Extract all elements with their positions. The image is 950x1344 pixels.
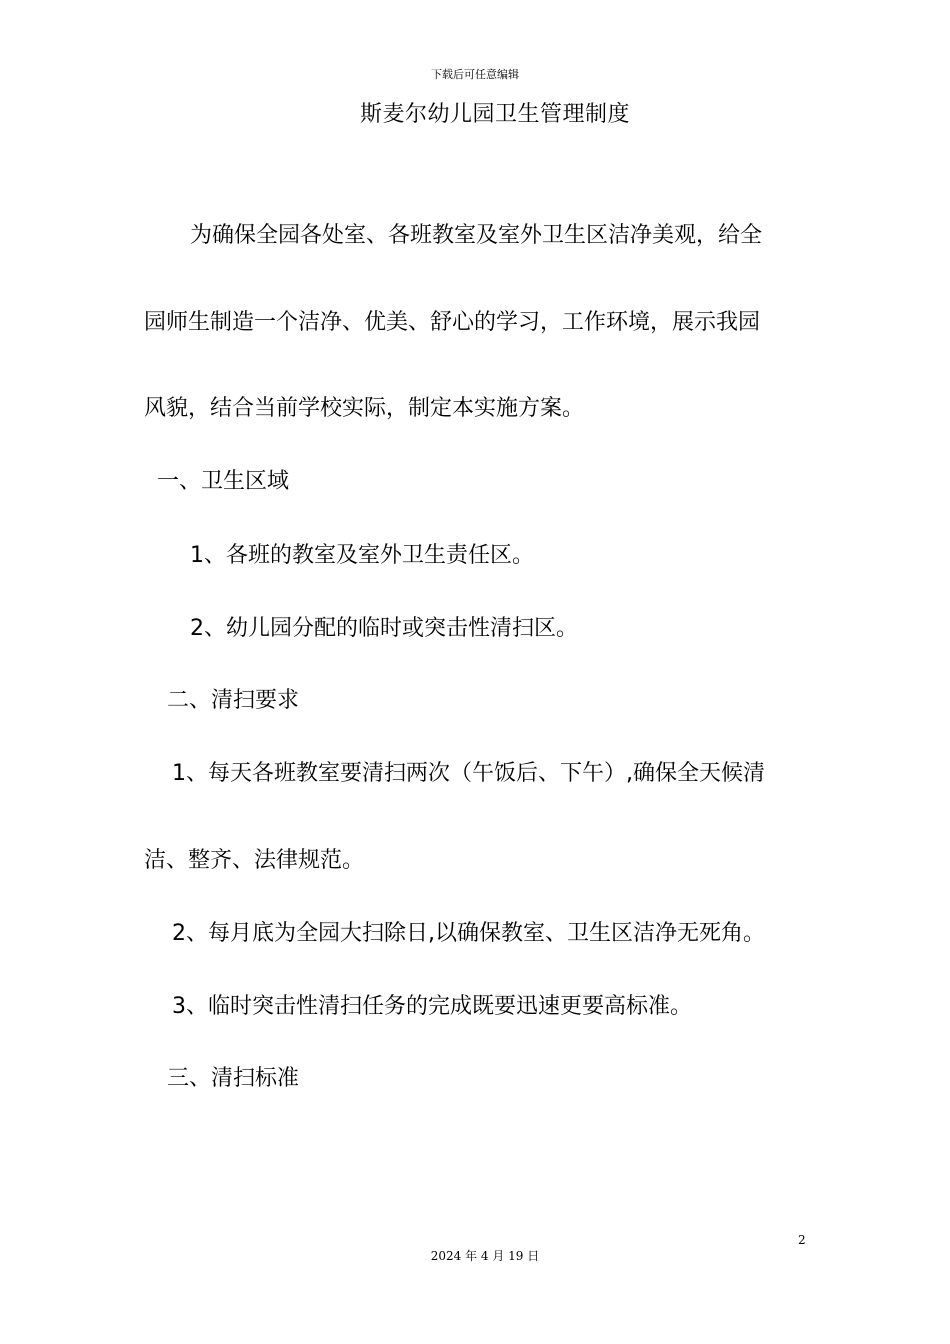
list-item: 1、每天各班教室要清扫两次（午饭后、下午）,确保全天候清 (172, 761, 765, 786)
section-heading: 二、清扫要求 (167, 688, 300, 713)
paragraph-line: 洁、整齐、法律规范。 (144, 848, 365, 873)
list-item: 1、各班的教室及室外卫生责任区。 (190, 543, 534, 568)
list-item: 2、幼儿园分配的临时或突击性清扫区。 (190, 616, 578, 641)
paragraph-line: 为确保全园各处室、各班教室及室外卫生区洁净美观，给全 (190, 223, 763, 248)
page-number: 2 (798, 1233, 806, 1247)
footer-date: 2024 年 4 月 19 日 (430, 1249, 540, 1263)
page-title: 斯麦尔幼儿园卫生管理制度 (359, 102, 630, 127)
section-heading: 一、卫生区域 (157, 469, 290, 494)
section-heading: 三、清扫标准 (167, 1066, 300, 1091)
paragraph-line: 园师生制造一个洁净、优美、舒心的学习，工作环境，展示我园 (144, 310, 761, 335)
list-item: 3、临时突击性清扫任务的完成既要迅速更要高标准。 (172, 994, 692, 1019)
paragraph-line: 风貌，结合当前学校实际，制定本实施方案。 (144, 396, 585, 421)
header-note: 下载后可任意编辑 (431, 68, 519, 81)
list-item: 2、每月底为全园大扫除日,以确保教室、卫生区洁净无死角。 (172, 921, 765, 946)
